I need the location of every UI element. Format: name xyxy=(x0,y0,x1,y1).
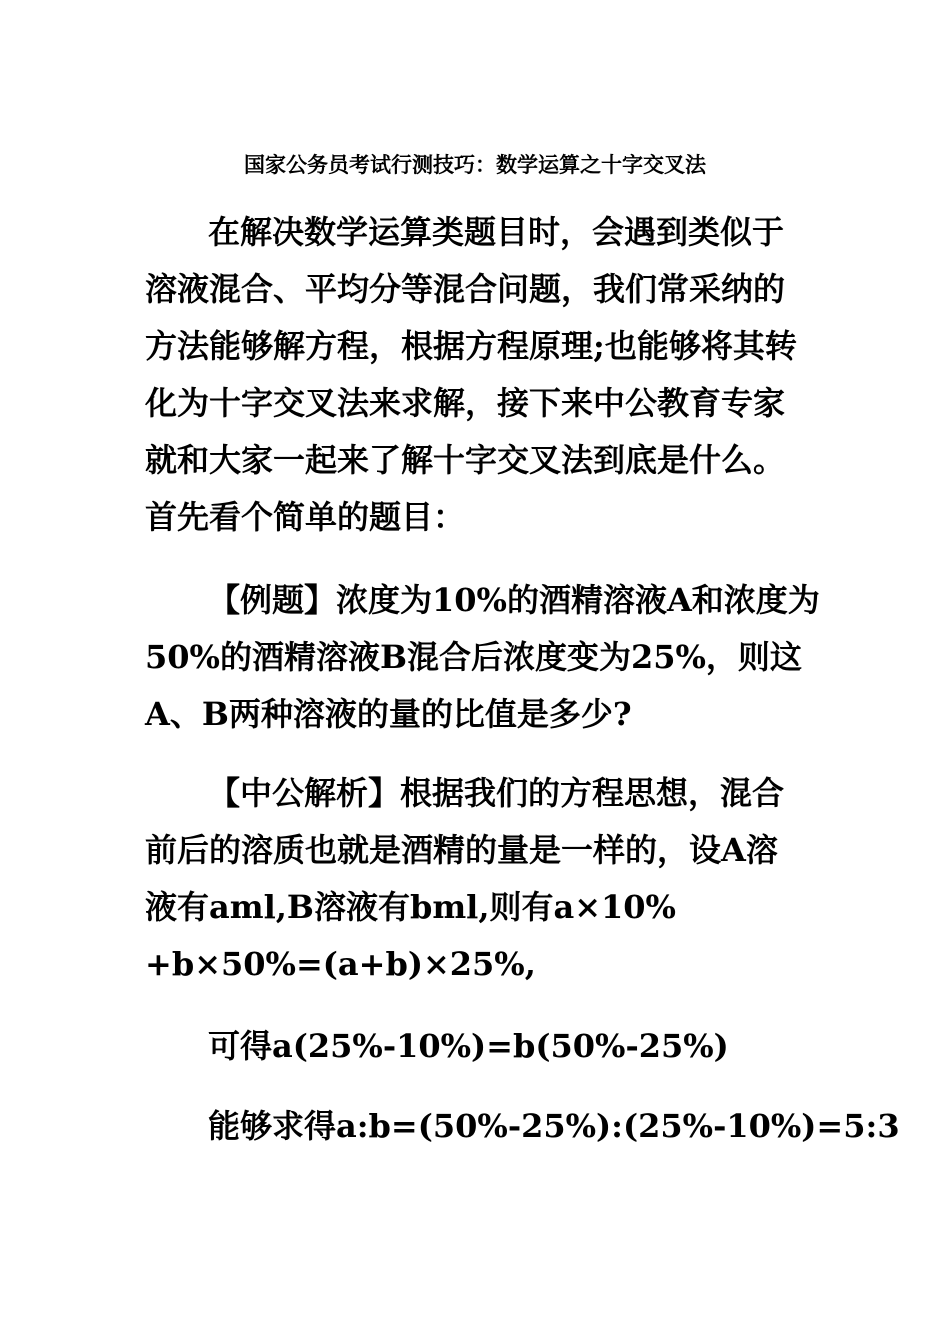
document-title: 国家公务员考试行测技巧：数学运算之十字交叉法 xyxy=(244,152,706,177)
intro-line-5: 就和大家一起来了解十字交叉法到底是什么。 xyxy=(145,441,786,479)
analysis-line-4: +b×50%=(a+b)×25%, xyxy=(145,945,536,983)
analysis-line-2: 前后的溶质也就是酒精的量是一样的，设A溶 xyxy=(145,831,778,869)
equation-step-2: 能够求得a:b=(50%-25%):(25%-10%)=5:3 xyxy=(208,1107,900,1145)
intro-line-4: 化为十字交叉法来求解，接下来中公教育专家 xyxy=(145,384,786,422)
equation-step-1: 可得a(25%-10%)=b(50%-25%) xyxy=(208,1027,729,1065)
intro-line-1: 在解决数学运算类题目时，会遇到类似于 xyxy=(208,213,785,251)
intro-line-6: 首先看个简单的题目： xyxy=(145,498,466,536)
example-line-3: A、B两种溶液的量的比值是多少? xyxy=(145,695,632,733)
intro-line-3: 方法能够解方程，根据方程原理;也能够将其转 xyxy=(145,327,797,365)
intro-line-2: 溶液混合、平均分等混合问题，我们常采纳的 xyxy=(145,270,786,308)
analysis-line-3: 液有aml,B溶液有bml,则有a×10% xyxy=(145,888,676,926)
analysis-line-1: 【中公解析】根据我们的方程思想，混合 xyxy=(208,774,785,812)
example-line-2: 50%的酒精溶液B混合后浓度变为25%，则这 xyxy=(145,638,802,676)
example-line-1: 【例题】浓度为10%的酒精溶液A和浓度为 xyxy=(208,581,820,619)
